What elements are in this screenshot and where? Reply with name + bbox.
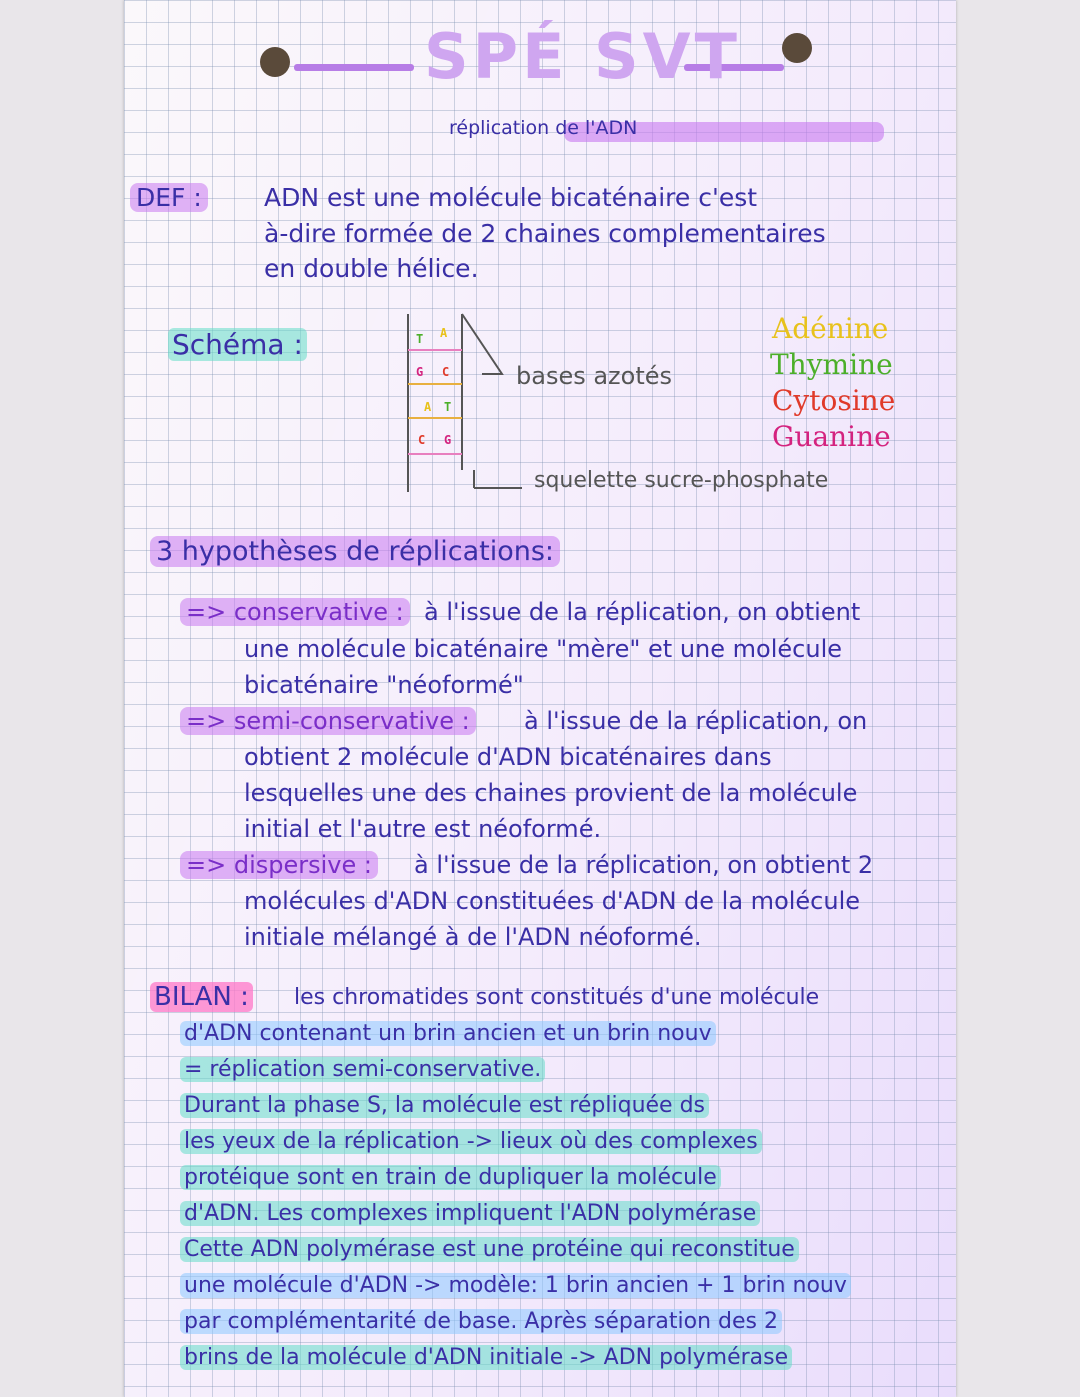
page-title: SPÉ SVT	[424, 20, 741, 93]
legend-guanine: Guanine	[772, 420, 891, 453]
base-letter: G	[444, 433, 452, 447]
bilan-line: les chromatides sont constitués d'une molécule	[294, 985, 820, 1010]
punch-hole-right	[782, 33, 812, 63]
bilan-line: une molécule d'ADN -> modèle: 1 brin ancien + 1 brin nouv	[180, 1273, 851, 1298]
bilan-label: BILAN :	[150, 982, 253, 1012]
definition-label: DEF :	[130, 183, 208, 212]
legend-cytosine: Cytosine	[772, 384, 896, 417]
definition-line: en double hélice.	[264, 254, 479, 283]
legend-thymine: Thymine	[770, 348, 893, 381]
hypothesis-line: une molécule bicaténaire "mère" et une molécule	[244, 635, 842, 663]
hypothesis-label: => dispersive :	[180, 851, 378, 879]
bilan-line: d'ADN. Les complexes impliquent l'ADN polymérase	[180, 1201, 760, 1226]
hypothesis-line: initial et l'autre est néoformé.	[244, 815, 602, 843]
base-letter: T	[444, 400, 452, 414]
hypothesis-line: initiale mélangé à de l'ADN néoformé.	[244, 923, 702, 951]
schema-label: Schéma :	[168, 328, 307, 361]
hypothesis-line: à l'issue de la réplication, on obtient	[424, 598, 861, 626]
base-letter: G	[416, 365, 424, 379]
hypothesis-line: molécules d'ADN constituées d'ADN de la molécule	[244, 887, 861, 915]
bilan-line: = réplication semi-conservative.	[180, 1057, 545, 1082]
hypothesis-line: à l'issue de la réplication, on obtient 2	[414, 851, 874, 879]
bilan-line: Cette ADN polymérase est une protéine qui reconstitue	[180, 1237, 799, 1262]
base-letter: C	[442, 365, 450, 379]
backbone-label: squelette sucre-phosphate	[534, 468, 829, 493]
base-letter: C	[418, 433, 426, 447]
bilan-line: Durant la phase S, la molécule est répliquée ds	[180, 1093, 709, 1118]
bases-label: bases azotés	[516, 362, 673, 390]
hypothesis-line: bicaténaire "néoformé"	[244, 671, 524, 699]
base-letter: A	[424, 400, 432, 414]
bilan-line: d'ADN contenant un brin ancien et un brin nouv	[180, 1021, 716, 1046]
hypothesis-label: => conservative :	[180, 598, 410, 626]
bilan-line: protéique sont en train de dupliquer la molécule	[180, 1165, 721, 1190]
base-letter: T	[416, 332, 424, 346]
punch-hole-left	[260, 47, 290, 77]
bilan-line: brins de la molécule d'ADN initiale -> ADN polymérase	[180, 1345, 792, 1370]
base-letter: A	[440, 326, 448, 340]
definition-line: ADN est une molécule bicaténaire c'est	[264, 183, 758, 212]
page-subtitle: réplication de l'ADN	[449, 117, 638, 139]
hypothesis-line: à l'issue de la réplication, on	[524, 707, 868, 735]
title-underline-left	[294, 64, 414, 71]
notebook-page	[124, 0, 956, 1397]
legend-adenine: Adénine	[772, 312, 889, 345]
hypothesis-line: lesquelles une des chaines provient de la molécule	[244, 779, 858, 807]
hypothesis-line: obtient 2 molécule d'ADN bicaténaires dans	[244, 743, 772, 771]
definition-line: à-dire formée de 2 chaines complementaires	[264, 219, 826, 248]
hypothesis-label: => semi-conservative :	[180, 707, 476, 735]
hypotheses-heading: 3 hypothèses de réplications:	[150, 536, 560, 567]
bilan-line: les yeux de la réplication -> lieux où des complexes	[180, 1129, 762, 1154]
bilan-line: par complémentarité de base. Après séparation des 2	[180, 1309, 782, 1334]
